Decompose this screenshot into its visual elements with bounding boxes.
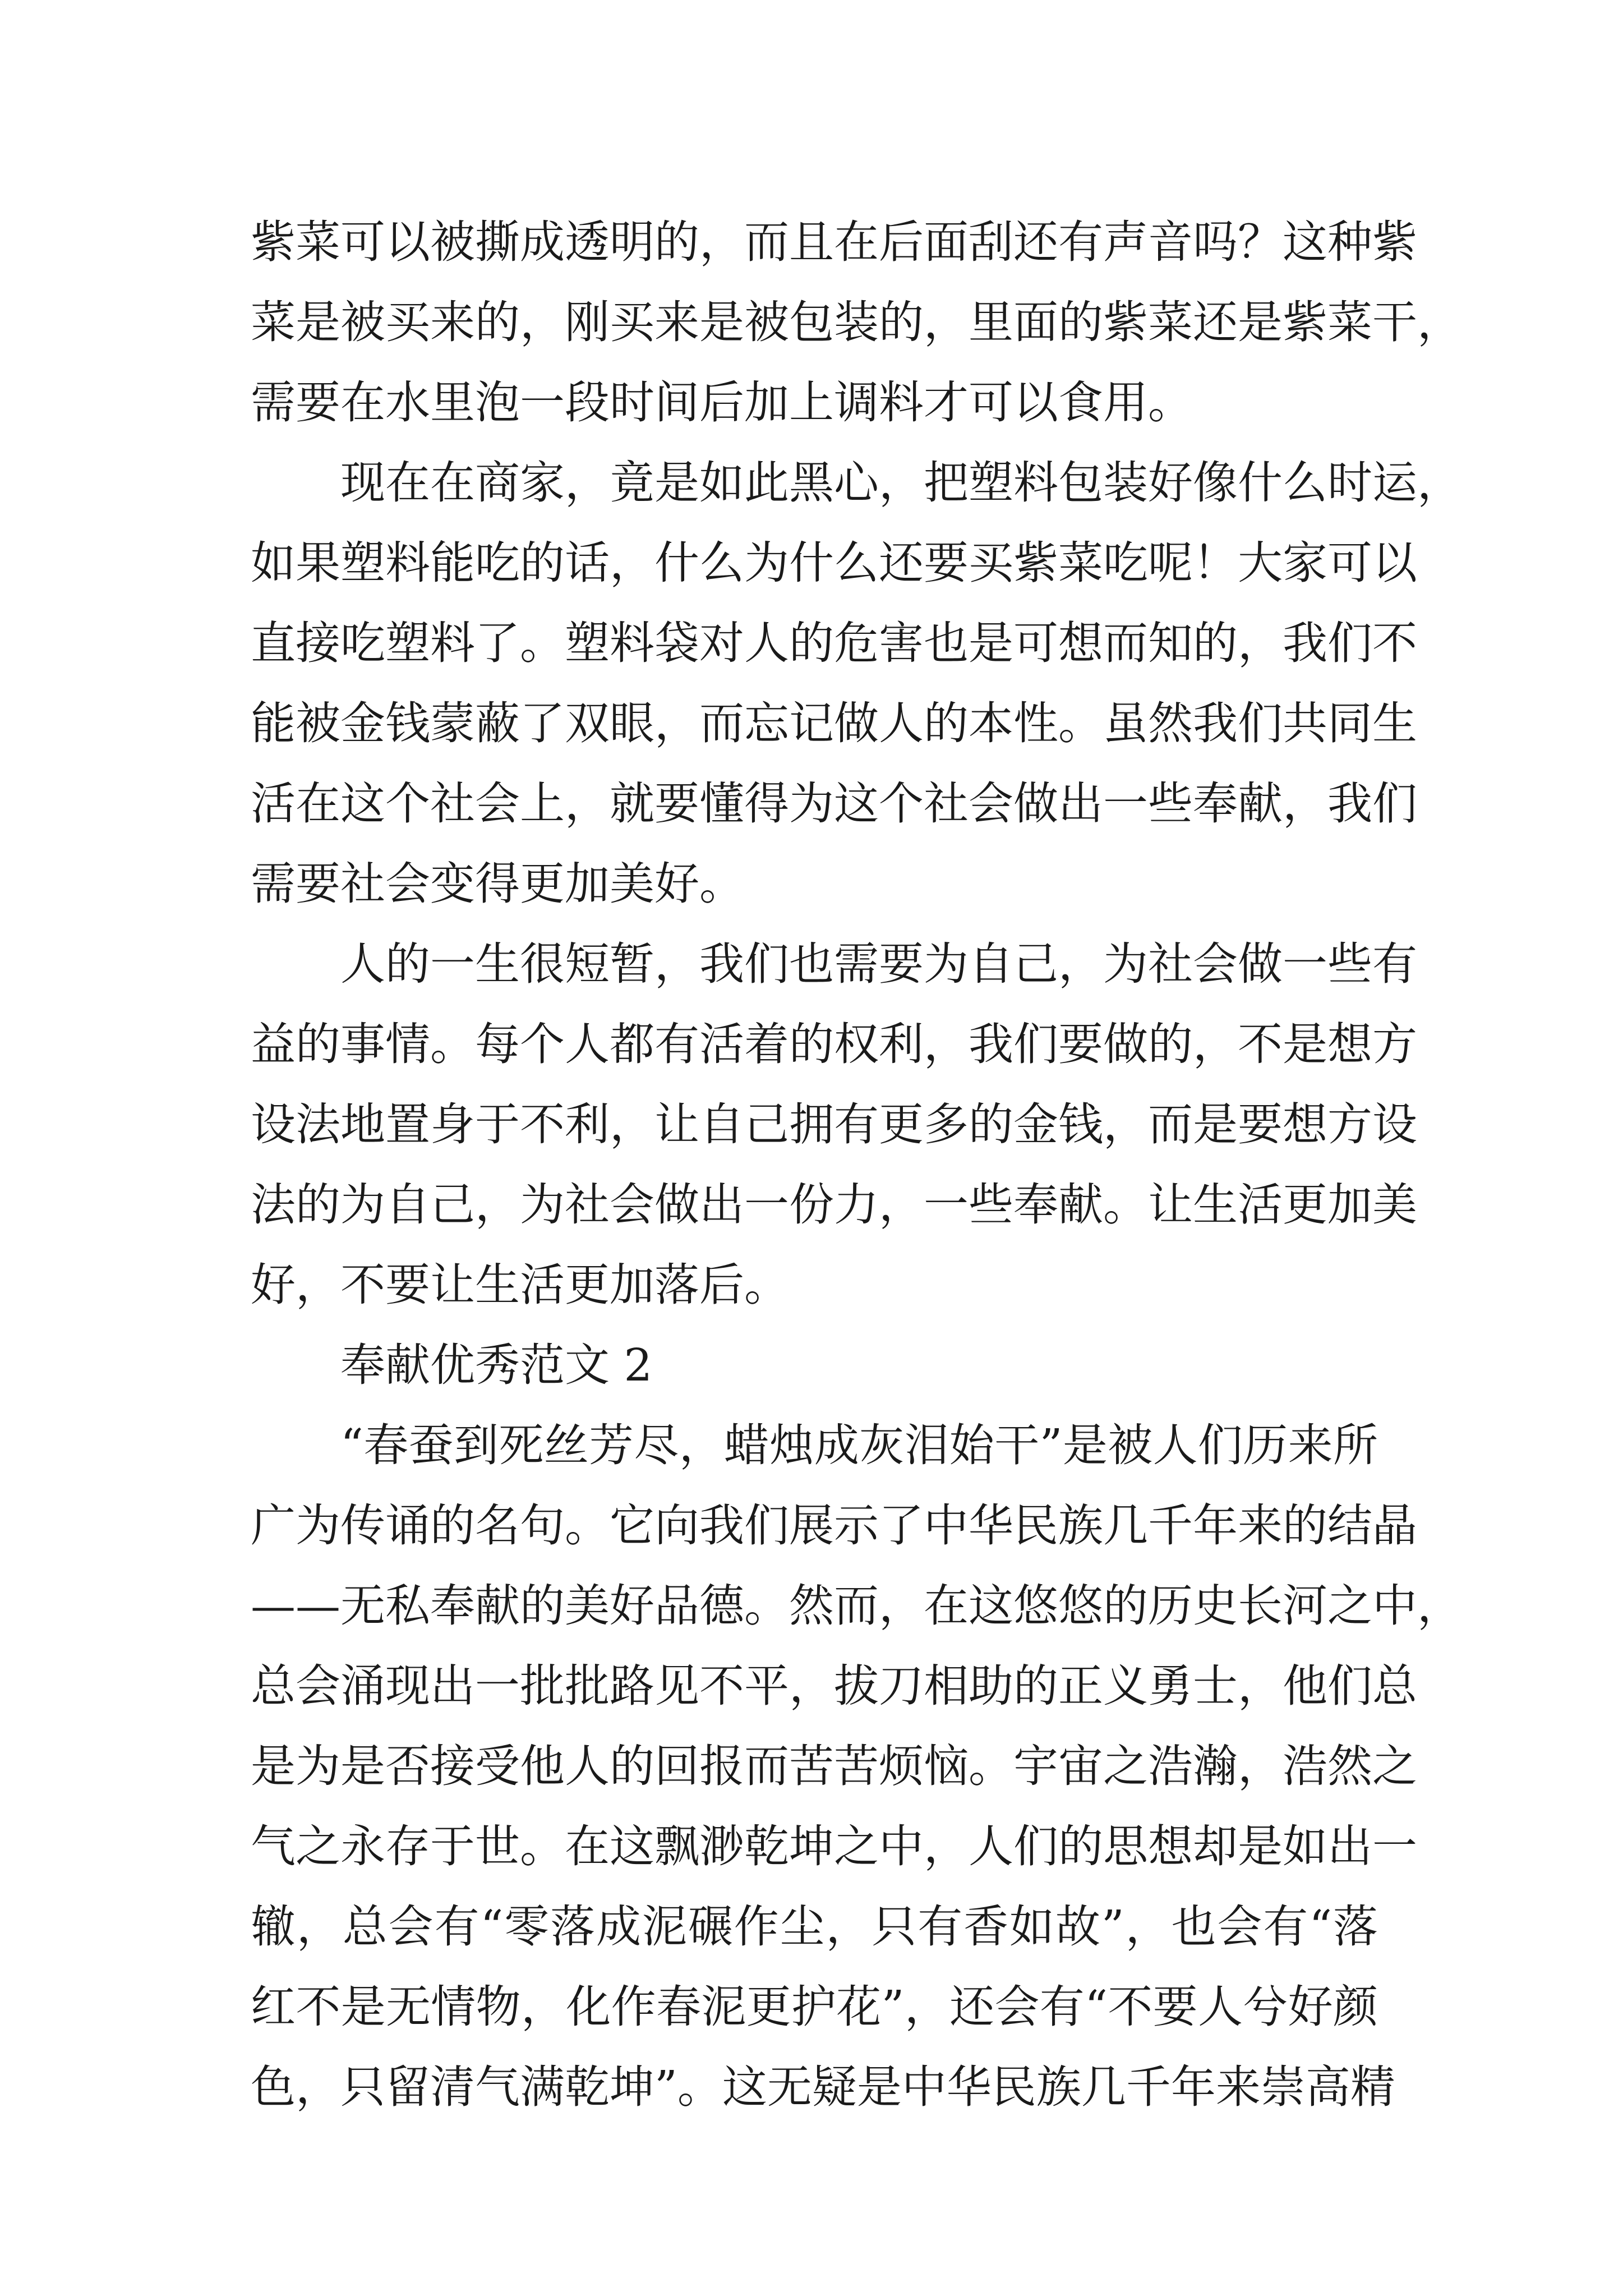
text-line: 能被金钱蒙蔽了双眼，而忘记做人的本性。虽然我们共同生 — [251, 697, 1417, 749]
text-line: 色，只留清气满乾坤”。这无疑是中华民族几千年来崇高精 — [251, 2061, 1395, 2113]
text-line: 是为是否接受他人的回报而苦苦烦恼。宇宙之浩瀚，浩然之 — [251, 1740, 1417, 1792]
text-line: 人的一生很短暂，我们也需要为自己，为社会做一些有 — [340, 938, 1417, 990]
text-line: “春蚕到死丝芳尽，蜡烛成灰泪始干”是被人们历来所 — [340, 1419, 1378, 1471]
document-body — [251, 202, 1462, 2127]
text-line: 需要在水里泡一段时间后加上调料才可以食用。 — [251, 376, 1193, 429]
text-line: 广为传诵的名句。它向我们展示了中华民族几千年来的结晶 — [251, 1499, 1417, 1552]
text-line: 好，不要让生活更加落后。 — [251, 1259, 789, 1311]
text-line: 现在在商家，竟是如此黑心，把塑料包装好像什么时运， — [340, 457, 1462, 509]
text-line: 如果塑料能吃的话，什么为什么还要买紫菜吃呢！大家可以 — [251, 537, 1417, 589]
text-line: 气之永存于世。在这飘渺乾坤之中，人们的思想却是如出一 — [251, 1820, 1417, 1872]
paragraph — [251, 1405, 1462, 2127]
text-line: 菜是被买来的，刚买来是被包装的，里面的紫菜还是紫菜干， — [251, 296, 1462, 348]
heading-text: 奉献优秀范文 2 — [340, 1339, 653, 1391]
text-line: 活在这个社会上，就要懂得为这个社会做出一些奉献，我们 — [251, 777, 1417, 830]
section-heading — [251, 1325, 1378, 1405]
text-line: ——无私奉献的美好品德。然而，在这悠悠的历史长河之中， — [251, 1580, 1462, 1632]
text-line: 紫菜可以被撕成透明的，而且在后面刮还有声音吗？这种紫 — [251, 216, 1417, 268]
text-line: 需要社会变得更加美好。 — [251, 858, 744, 910]
text-line: 总会涌现出一批批路见不平，拔刀相助的正义勇士，他们总 — [251, 1660, 1417, 1712]
paragraph — [251, 202, 1462, 443]
text-line: 直接吃塑料了。塑料袋对人的危害也是可想而知的，我们不 — [251, 617, 1417, 669]
paragraph — [251, 443, 1462, 924]
text-line: 辙，总会有“零落成泥碾作尘，只有香如故”，也会有“落 — [251, 1901, 1378, 1953]
paragraph — [251, 924, 1417, 1325]
text-line: 红不是无情物，化作春泥更护花”，还会有“不要人兮好颜 — [251, 1981, 1378, 2033]
text-line: 益的事情。每个人都有活着的权利，我们要做的，不是想方 — [251, 1018, 1417, 1070]
text-line: 设法地置身于不利，让自己拥有更多的金钱，而是要想方设 — [251, 1098, 1417, 1151]
text-line: 法的为自己，为社会做出一份力，一些奉献。让生活更加美 — [251, 1179, 1417, 1231]
